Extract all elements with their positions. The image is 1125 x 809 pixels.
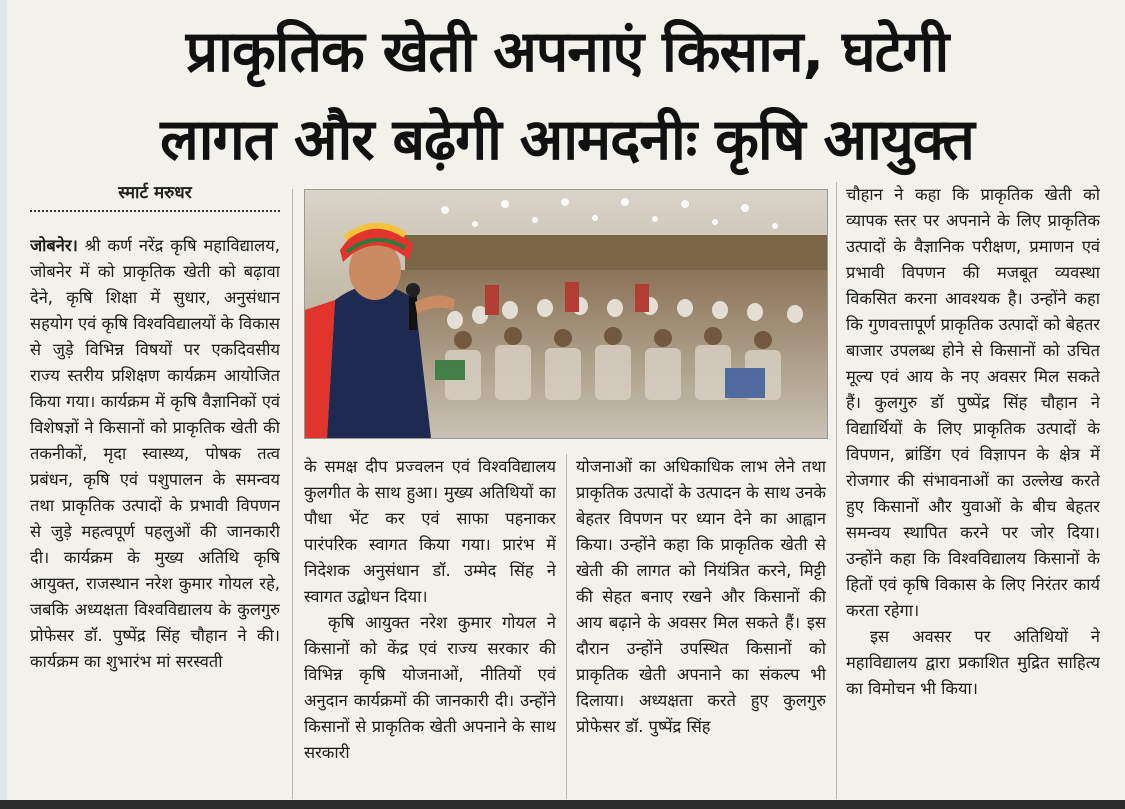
column-divider — [836, 182, 837, 799]
page-edge — [0, 0, 7, 809]
article-column-1 — [30, 233, 280, 803]
article-paragraph: योजनाओं का अधिकाधिक लाभ लेने तथा प्राकृतिक उत्पादों के उत्पादन के साथ उनके बेहतर विपणन पर ध्यान देने का आह्वान किया। उन्होंने कहा कि प्राकृतिक खेती से खेती की लागत को नियंत्रित करने, मिट्टी की सेहत बनाए रखने और किसानों की आय बढ़ाने के अवसर मिल सकते हैं। इस दौरान उन्होंने उपस्थित किसानों को प्राकृतिक खेती अपनाने का संकल्प भी दिलाया। अध्यक्षता करते हुए कुलगुरु प्रोफेसर डॉ. पुष्पेंद्र सिंह — [576, 457, 826, 736]
article-column-2 — [304, 454, 556, 803]
headline-line-1: प्राकृतिक खेती अपनाएं किसान, घटेगी — [185, 19, 949, 85]
article-paragraph: चौहान ने कहा कि प्राकृतिक खेती को व्यापक स्तर पर अपनाने के लिए प्राकृतिक उत्पादों के वैज्ञानिक परीक्षण, प्रमाणन एवं प्रभावी विपणन की मजबूत व्यवस्था विकसित करना आवश्यक है। उन्होंने कहा कि गुणवत्तापूर्ण प्राकृतिक उत्पादों को बेहतर बाजार उपलब्ध होने से किसानों को उचित मूल्य एवं आय के नए अवसर मिल सकते हैं। कुलगुरु डॉ पुष्पेंद्र सिंह चौहान ने विद्यार्थियों के लिए प्राकृतिक उत्पादों के विपणन, ब्रांडिंग एवं विज्ञापन के क्षेत्र में रोजगार की संभावनाओं का उल्लेख करते हुए किसानों और युवाओं के बीच बेहतर समन्वय स्थापित करने पर जोर दिया। उन्होंने कहा कि विश्वविद्यालय किसानों के हितों एवं कृषि विकास के लिए निरंतर कार्य करता रहेगा। — [846, 185, 1100, 620]
article-paragraph — [30, 233, 280, 675]
article-column-4 — [846, 182, 1100, 803]
headline — [22, 8, 1112, 184]
column-divider — [566, 454, 567, 799]
byline-divider — [30, 210, 280, 212]
event-photo — [304, 189, 828, 439]
article-paragraph: कृषि आयुक्त नरेश कुमार गोयल ने किसानों को केंद्र एवं राज्य सरकार की विभिन्न कृषि योजनाओं, नीतियों एवं अनुदान कार्यक्रमों की जानकारी दी। उन्होंने किसानों से प्राकृतिक खेती अपनाने के साथ सरकारी — [304, 613, 556, 762]
column-divider — [292, 189, 293, 799]
article-paragraph: के समक्ष दीप प्रज्वलन एवं विश्वविद्यालय कुलगीत के साथ हुआ। मुख्य अतिथियों का पौधा भेंट कर एवं साफा पहनाकर पारंपरिक स्वागत किया गया। प्रारंभ में निदेशक अनुसंधान डॉ. उम्मेद सिंह ने स्वागत उद्बोधन दिया। — [304, 457, 556, 606]
byline: स्मार्ट मरुधर — [118, 183, 192, 203]
article-text: श्री कर्ण नरेंद्र कृषि महाविद्यालय, जोबनेर में को प्राकृतिक खेती को बढ़ावा देने, कृषि शिक्षा में सुधार, अनुसंधान सहयोग एवं कृषि विश्वविद्यालयों के विकास से जुड़े विभिन्न विषयों पर एकदिवसीय राज्य स्तरीय प्रशिक्षण कार्यक्रम आयोजित किया गया। कार्यक्रम में कृषि वैज्ञानिकों एवं विशेषज्ञों ने किसानों को प्राकृतिक खेती की तकनीकों, मृदा स्वास्थ्य, पोषक तत्व प्रबंधन, कृषि एवं पशुपालन के समन्वय तथा प्राकृतिक उत्पादों के प्रभावी विपणन से जुड़े महत्वपूर्ण पहलुओं की जानकारी दी। कार्यक्रम के मुख्य अतिथि कृषि आयुक्त, राजस्थान नरेश कुमार गोयल रहे, जबकि अध्यक्षता विश्वविद्यालय के कुलगुरु प्रोफेसर डॉ. पुष्पेंद्र सिंह चौहान ने की। कार्यक्रम का शुभारंभ मां सरस्वती — [30, 236, 280, 671]
next-headline-edge — [0, 800, 1125, 809]
article-column-3 — [576, 454, 826, 803]
dateline: जोबनेर। — [30, 236, 78, 255]
article-paragraph: इस अवसर पर अतिथियों ने महाविद्यालय द्वारा प्रकाशित मुद्रित साहित्य का विमोचन भी किया। — [846, 627, 1100, 698]
headline-line-2: लागत और बढ़ेगी आमदनीः कृषि आयुक्त — [160, 107, 974, 173]
